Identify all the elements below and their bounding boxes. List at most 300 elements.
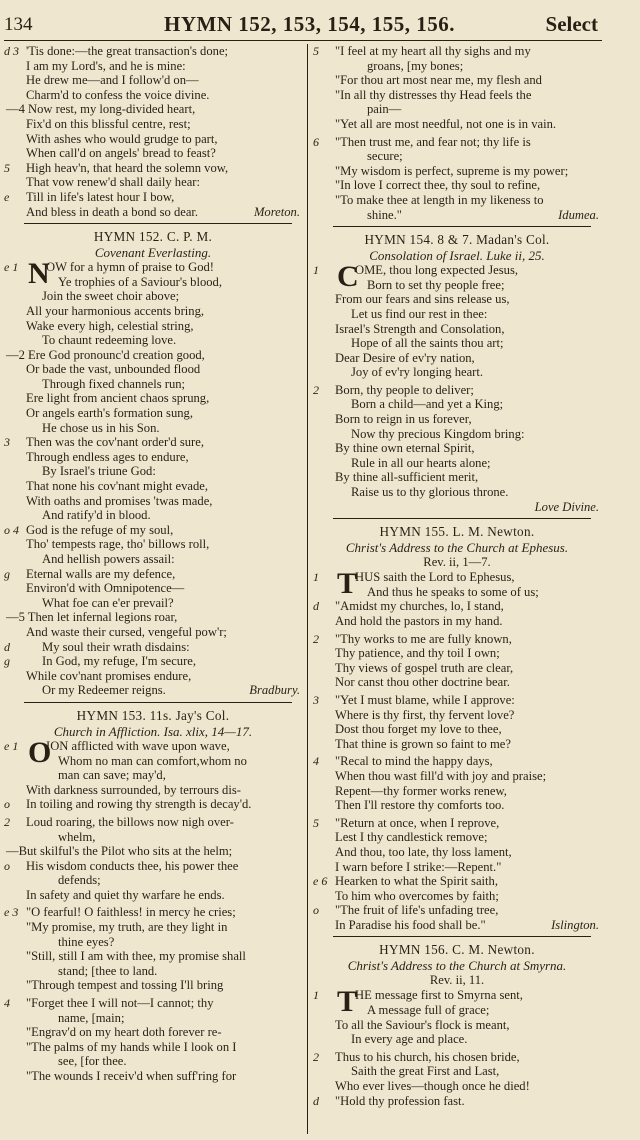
verse-line bbox=[4, 610, 302, 625]
verse-line bbox=[4, 304, 302, 319]
verse-line bbox=[313, 585, 601, 600]
verse-text: "Then trust me, and fear not; thy life is bbox=[335, 134, 531, 149]
verse-text: Joy of ev'ry longing heart. bbox=[351, 365, 484, 380]
dynamic-marking: 5 bbox=[4, 160, 10, 175]
verse-line bbox=[313, 860, 601, 875]
dynamic-marking: e bbox=[4, 189, 10, 204]
dynamic-marking: g bbox=[4, 566, 10, 581]
verse-text: By thine all-sufficient merit, bbox=[335, 470, 479, 485]
verse-line bbox=[4, 362, 302, 377]
verse-text: Loud roaring, the billows now nigh over- bbox=[26, 814, 234, 829]
verse-text: And thou, too late, thy loss lament, bbox=[335, 844, 512, 859]
header-title: HYMN 152, 153, 154, 155, 156. bbox=[164, 12, 455, 36]
verse-line bbox=[313, 675, 601, 690]
verse-line bbox=[4, 479, 302, 494]
tune-name: Idumea. bbox=[558, 207, 599, 222]
verse-line bbox=[4, 146, 302, 161]
scripture-reference: Rev. ii, 11. bbox=[429, 973, 485, 988]
verse-line bbox=[313, 88, 601, 103]
verse-text: That vow renew'd shall daily hear: bbox=[26, 175, 200, 190]
verse-line bbox=[4, 450, 302, 465]
verse-text: In God, my refuge, I'm secure, bbox=[42, 654, 197, 669]
verse-text: And thus he speaks to some of us; bbox=[367, 584, 539, 599]
hymn-subtitle: Church in Affliction. Isa. xlix, 14—17. bbox=[53, 723, 253, 739]
verse-line bbox=[4, 88, 302, 103]
verse-text: Or angels earth's formation sung, bbox=[26, 406, 193, 421]
verse-text: man can save; may'd, bbox=[58, 768, 166, 783]
verse-line bbox=[313, 441, 601, 456]
verse-text: By Israel's triune God: bbox=[42, 464, 156, 479]
verse-text: My soul their wrath disdains: bbox=[42, 639, 190, 654]
verse-text: In every age and place. bbox=[351, 1032, 468, 1047]
verse-text: I warn before I strike:—Repent." bbox=[335, 859, 502, 874]
verse-text: In Paradise his food shall be." bbox=[335, 917, 486, 932]
verse-text: Dost thou forget my love to thee, bbox=[335, 722, 502, 737]
verse-line bbox=[313, 874, 601, 889]
tune-name: Islington. bbox=[551, 917, 599, 932]
verse-line bbox=[4, 205, 302, 220]
verse-text: Charm'd to confess the voice divine. bbox=[26, 87, 210, 102]
verse-line bbox=[313, 470, 601, 485]
verse-text: And hellish powers assail: bbox=[42, 552, 175, 566]
verse-text: "To make thee at length in my likeness to bbox=[335, 192, 544, 207]
verse-text: Whom no man can comfort,whom no bbox=[58, 753, 247, 768]
hymn-heading: HYMN 152. C. P. M. bbox=[93, 229, 213, 245]
verse-text: Thus to his church, his chosen bride, bbox=[335, 1049, 520, 1064]
verse-text: —5 Then let infernal legions roar, bbox=[6, 610, 178, 625]
verse-line bbox=[313, 754, 601, 769]
verse-line bbox=[313, 500, 601, 515]
verse-text: "Still, still I am with thee, my promise shall bbox=[26, 949, 246, 964]
verse-text: Born to set thy people free; bbox=[367, 277, 505, 292]
dynamic-marking: 1 bbox=[313, 263, 319, 278]
verse-line bbox=[4, 978, 302, 993]
verse-text: groans, [my bones; bbox=[367, 58, 464, 73]
verse-line bbox=[313, 661, 601, 676]
verse-text: With ashes who would grudge to part, bbox=[26, 131, 218, 146]
verse-line bbox=[4, 391, 302, 406]
verse-text: see, [for thee. bbox=[58, 1054, 127, 1069]
verse-text: Born a child—and yet a King; bbox=[351, 397, 504, 412]
dynamic-marking: 6 bbox=[313, 134, 319, 149]
drop-capital: T bbox=[337, 985, 358, 1019]
verse-line bbox=[313, 816, 601, 831]
verse-line bbox=[313, 135, 601, 150]
dynamic-marking: e 1 bbox=[4, 260, 19, 275]
verse-line bbox=[4, 754, 302, 769]
verse-text: "Thy works to me are fully known, bbox=[335, 631, 512, 646]
verse-line bbox=[313, 889, 601, 904]
verse-line bbox=[4, 1040, 302, 1055]
verse-text: 'Tis done:—the great transaction's done; bbox=[26, 44, 229, 58]
verse-line bbox=[313, 1018, 601, 1033]
verse-text: To all the Saviour's flock is meant, bbox=[335, 1017, 510, 1032]
verse-text: "Forget thee I will not—I cannot; thy bbox=[26, 996, 214, 1011]
verse-line bbox=[313, 708, 601, 723]
verse-line bbox=[313, 292, 601, 307]
verse-line bbox=[4, 161, 302, 176]
verse-text: Where is thy first, thy fervent love? bbox=[335, 707, 515, 722]
dynamic-marking: d bbox=[4, 639, 10, 654]
verse-line bbox=[4, 581, 302, 596]
drop-capital: C bbox=[337, 260, 359, 294]
verse-line bbox=[4, 964, 302, 979]
verse-text: In toiling and rowing thy strength is decay'd. bbox=[26, 797, 252, 812]
verse-text: "Return at once, when I reprove, bbox=[335, 815, 500, 830]
verse-text: Saith the great First and Last, bbox=[351, 1064, 500, 1079]
verse-line bbox=[313, 918, 601, 933]
verse-text: "In all thy distresses thy Head feels the bbox=[335, 87, 532, 102]
verse-line bbox=[4, 920, 302, 935]
verse-line bbox=[313, 178, 601, 193]
verse-text: Through endless ages to endure, bbox=[26, 449, 189, 464]
verse-text: And hold the pastors in my hand. bbox=[335, 614, 503, 628]
verse-text: With darkness surrounded, by terrours dis- bbox=[26, 782, 241, 797]
dynamic-marking: 2 bbox=[4, 814, 10, 829]
dynamic-marking: 2 bbox=[313, 382, 319, 397]
verse-line bbox=[313, 1050, 601, 1065]
verse-line bbox=[4, 175, 302, 190]
verse-text: "The wounds I receiv'd when suff'ring for bbox=[26, 1069, 237, 1083]
verse-line bbox=[313, 1079, 601, 1094]
verse-text: That thine is grown so faint to me? bbox=[335, 736, 511, 751]
verse-text: He drew me—and I follow'd on— bbox=[26, 73, 199, 88]
verse-text: HUS saith the Lord to Ephesus, bbox=[355, 570, 515, 585]
verse-text: "Yet I must blame, while I approve: bbox=[335, 692, 515, 707]
verse-text: Nor canst thou other doctrine bear. bbox=[335, 675, 510, 690]
verse-line bbox=[4, 117, 302, 132]
verse-text: "Hold thy profession fast. bbox=[335, 1093, 465, 1108]
verse-text: Now thy precious Kingdom bring: bbox=[351, 426, 525, 441]
page-number: 134 bbox=[4, 14, 33, 35]
verse-text: Eternal walls are my defence, bbox=[26, 566, 176, 581]
verse-line bbox=[4, 625, 302, 640]
verse-line bbox=[4, 537, 302, 552]
verse-line bbox=[4, 669, 302, 684]
verse-text: By thine own eternal Spirit, bbox=[335, 441, 475, 456]
verse-line bbox=[313, 784, 601, 799]
hymn-separator bbox=[313, 514, 601, 523]
verse-text: From our fears and sins release us, bbox=[335, 292, 510, 307]
verse-text: "Recal to mind the happy days, bbox=[335, 754, 493, 769]
verse-text: pain— bbox=[367, 102, 402, 117]
verse-line bbox=[4, 996, 302, 1011]
verse-line bbox=[4, 815, 302, 830]
verse-text: Let us find our rest in thee: bbox=[351, 306, 488, 321]
verse-text: Then was the cov'nant order'd sure, bbox=[26, 435, 204, 450]
verse-text: A message full of grace; bbox=[367, 1003, 490, 1018]
verse-line bbox=[4, 464, 302, 479]
hymn-heading: HYMN 153. 11s. Jay's Col. bbox=[76, 707, 230, 723]
verse-line bbox=[4, 333, 302, 348]
dynamic-marking: 3 bbox=[4, 435, 10, 450]
verse-text: He chose us in his Son. bbox=[42, 420, 160, 435]
verse-text: whelm, bbox=[58, 829, 96, 844]
verse-line bbox=[4, 275, 302, 290]
verse-text: Or bade the vast, unbounded flood bbox=[26, 362, 201, 377]
verse-line bbox=[4, 377, 302, 392]
verse-line bbox=[4, 949, 302, 964]
verse-line bbox=[313, 117, 601, 132]
verse-text: "Engrav'd on my heart doth forever re- bbox=[26, 1025, 222, 1040]
verse-text: Ere light from ancient chaos sprung, bbox=[26, 391, 210, 406]
verse-text: To him who overcomes by faith; bbox=[335, 888, 499, 903]
verse-text: Who ever lives—though once he died! bbox=[335, 1079, 530, 1094]
verse-line bbox=[4, 1025, 302, 1040]
verse-line bbox=[313, 44, 601, 59]
verse-line bbox=[313, 798, 601, 813]
verse-line bbox=[4, 1011, 302, 1026]
verse-line bbox=[313, 693, 601, 708]
verse-text: Till in life's latest hour I bow, bbox=[26, 189, 175, 204]
verse-text: OW for a hymn of praise to God! bbox=[46, 260, 214, 275]
verse-line bbox=[313, 632, 601, 647]
verse-text: name, [main; bbox=[58, 1010, 125, 1025]
verse-text: —4 Now rest, my long-divided heart, bbox=[6, 102, 196, 117]
verse-line bbox=[4, 44, 302, 59]
verse-line bbox=[313, 383, 601, 398]
verse-text: Environ'd with Omnipotence— bbox=[26, 581, 185, 596]
dynamic-marking: d bbox=[313, 599, 319, 614]
verse-line bbox=[313, 164, 601, 179]
verse-line bbox=[4, 797, 302, 812]
verse-line bbox=[4, 406, 302, 421]
verse-text: And ratify'd in blood. bbox=[42, 508, 151, 523]
verse-text: Rule in all our hearts alone; bbox=[351, 455, 491, 470]
verse-line bbox=[4, 683, 302, 698]
verse-line bbox=[4, 132, 302, 147]
verse-text: And bless in death a bond so dear. bbox=[26, 204, 199, 219]
hymn-separator bbox=[313, 222, 601, 231]
verse-text: OME, thou long expected Jesus, bbox=[355, 263, 518, 278]
dynamic-marking: o bbox=[4, 858, 10, 873]
hymn-separator bbox=[4, 698, 302, 707]
verse-line bbox=[313, 485, 601, 500]
dynamic-marking: e 3 bbox=[4, 905, 19, 920]
verse-line bbox=[4, 1069, 302, 1084]
tune-name: Moreton. bbox=[253, 204, 300, 219]
hymn-subtitle: Covenant Everlasting. bbox=[94, 245, 212, 261]
verse-text: God is the refuge of my soul, bbox=[26, 522, 174, 537]
dynamic-marking: o bbox=[4, 797, 10, 812]
verse-line bbox=[313, 412, 601, 427]
dynamic-marking: g bbox=[4, 654, 10, 669]
verse-line bbox=[4, 935, 302, 950]
verse-line bbox=[4, 1054, 302, 1069]
verse-text: "For thou art most near me, my flesh and bbox=[335, 73, 542, 88]
verse-text: When thou wast fill'd with joy and praise; bbox=[335, 768, 547, 783]
dynamic-marking: o 4 bbox=[4, 522, 19, 537]
verse-line bbox=[313, 769, 601, 784]
drop-capital: N bbox=[28, 257, 50, 291]
dynamic-marking: 5 bbox=[313, 44, 319, 58]
verse-text: Born to reign in us forever, bbox=[335, 412, 472, 427]
verse-line bbox=[313, 193, 601, 208]
dynamic-marking: e 6 bbox=[313, 874, 328, 889]
hymn-heading: HYMN 154. 8 & 7. Madan's Col. bbox=[364, 232, 550, 248]
verse-text: Lest I thy candlestick remove; bbox=[335, 830, 488, 845]
verse-text: secure; bbox=[367, 149, 403, 164]
hymn-subtitle: Christ's Address to the Church at Smyrna. bbox=[347, 958, 567, 974]
verse-line bbox=[4, 102, 302, 117]
verse-line bbox=[313, 149, 601, 164]
verse-line bbox=[4, 289, 302, 304]
verse-text: defends; bbox=[58, 873, 101, 888]
verse-line bbox=[313, 646, 601, 661]
verse-text: Repent—thy former works renew, bbox=[335, 783, 507, 798]
hymn-subtitle: Christ's Address to the Church at Ephesus. bbox=[345, 540, 569, 556]
verse-line bbox=[313, 397, 601, 412]
verse-text: Born, thy people to deliver; bbox=[335, 382, 474, 397]
verse-text: Or my Redeemer reigns. bbox=[42, 683, 166, 698]
verse-line bbox=[313, 59, 601, 74]
verse-text: "O fearful! O faithless! in mercy he cries; bbox=[26, 905, 236, 920]
hymn-heading: HYMN 155. L. M. Newton. bbox=[379, 524, 535, 540]
verse-line bbox=[313, 614, 601, 629]
verse-line bbox=[313, 599, 601, 614]
verse-line bbox=[313, 737, 601, 752]
verse-text: When call'd on angels' bread to feast? bbox=[26, 146, 216, 161]
verse-line bbox=[4, 844, 302, 859]
drop-capital: O bbox=[28, 735, 52, 769]
verse-text: While cov'nant promises endure, bbox=[26, 668, 192, 683]
section-title: Select bbox=[545, 12, 598, 36]
verse-line bbox=[4, 552, 302, 567]
verse-line bbox=[313, 1094, 601, 1109]
verse-line bbox=[313, 830, 601, 845]
verse-line bbox=[4, 905, 302, 920]
dynamic-marking: d bbox=[313, 1093, 319, 1108]
verse-text: That none his cov'nant might evade, bbox=[26, 479, 209, 494]
verse-text: His wisdom conducts thee, his power thee bbox=[26, 858, 239, 873]
verse-text: Raise us to thy glorious throne. bbox=[351, 485, 509, 500]
verse-text: Then I'll restore thy comforts too. bbox=[335, 798, 505, 813]
verse-line bbox=[313, 1032, 601, 1047]
running-header bbox=[4, 14, 598, 38]
verse-line bbox=[313, 278, 601, 293]
scripture-reference: Rev. ii, 1—7. bbox=[423, 555, 491, 570]
verse-line bbox=[313, 102, 601, 117]
verse-line bbox=[4, 59, 302, 74]
verse-text: "My promise, my truth, are they light in bbox=[26, 920, 228, 935]
verse-line bbox=[4, 494, 302, 509]
header-rule bbox=[4, 40, 602, 41]
verse-text: With oaths and promises 'twas made, bbox=[26, 493, 213, 508]
verse-line bbox=[313, 456, 601, 471]
verse-text: "Amidst my churches, lo, I stand, bbox=[335, 599, 504, 614]
verse-line bbox=[313, 322, 601, 337]
verse-text: Dear Desire of ev'ry nation, bbox=[335, 350, 475, 365]
verse-line bbox=[313, 903, 601, 918]
verse-text: "The fruit of life's unfading tree, bbox=[335, 903, 499, 918]
dynamic-marking: 4 bbox=[4, 996, 10, 1011]
dynamic-marking: 5 bbox=[313, 815, 319, 830]
verse-text: "Through tempest and tossing I'll bring bbox=[26, 978, 224, 993]
verse-text: stand; [thee to land. bbox=[58, 963, 158, 978]
verse-line bbox=[313, 1064, 601, 1079]
verse-line bbox=[4, 596, 302, 611]
hymn-heading: HYMN 156. C. M. Newton. bbox=[379, 942, 535, 958]
verse-text: What foe can e'er prevail? bbox=[42, 595, 174, 610]
verse-text: —But skilful's the Pilot who sits at the helm; bbox=[6, 844, 233, 859]
verse-text: Hearken to what the Spirit saith, bbox=[335, 874, 498, 889]
verse-line bbox=[313, 307, 601, 322]
verse-line bbox=[4, 421, 302, 436]
verse-text: Hope of all the saints thou art; bbox=[351, 336, 504, 351]
dynamic-marking: 4 bbox=[313, 754, 319, 769]
verse-line bbox=[313, 1003, 601, 1018]
dynamic-marking: 2 bbox=[313, 631, 319, 646]
verse-text: I am my Lord's, and he is mine: bbox=[26, 58, 186, 73]
verse-line bbox=[4, 348, 302, 363]
verse-line bbox=[313, 336, 601, 351]
verse-text: In safety and quiet thy warfare he ends. bbox=[26, 887, 225, 902]
dynamic-marking: o bbox=[313, 903, 319, 918]
verse-line bbox=[4, 859, 302, 874]
verse-line bbox=[4, 640, 302, 655]
verse-text: And waste their cursed, vengeful pow'r; bbox=[26, 624, 227, 639]
verse-line bbox=[4, 435, 302, 450]
verse-text: Thy patience, and thy toil I own; bbox=[335, 646, 500, 661]
verse-text: ION afflicted with wave upon wave, bbox=[46, 738, 230, 753]
verse-line bbox=[4, 654, 302, 669]
verse-text: Ye trophies of a Saviour's blood, bbox=[58, 274, 223, 289]
verse-text: Israel's Strength and Consolation, bbox=[335, 321, 505, 336]
dynamic-marking: d 3 bbox=[4, 44, 19, 58]
verse-line bbox=[4, 768, 302, 783]
verse-text: To chaunt redeeming love. bbox=[42, 333, 177, 348]
verse-text: Through fixed channels run; bbox=[42, 376, 186, 391]
tune-name: Bradbury. bbox=[249, 683, 300, 698]
right-column bbox=[313, 44, 601, 1108]
drop-capital: T bbox=[337, 567, 358, 601]
verse-line bbox=[313, 427, 601, 442]
verse-text: —2 Ere God pronounc'd creation good, bbox=[6, 347, 205, 362]
hymn-separator bbox=[4, 219, 302, 228]
dynamic-marking: e 1 bbox=[4, 738, 19, 753]
verse-text: All your harmonious accents bring, bbox=[26, 303, 205, 318]
verse-text: "The palms of my hands while I look on I bbox=[26, 1039, 237, 1054]
verse-line bbox=[4, 783, 302, 798]
dynamic-marking: 2 bbox=[313, 1049, 319, 1064]
tune-name: Love Divine. bbox=[534, 499, 599, 514]
verse-text: High heav'n, that heard the solemn vow, bbox=[26, 160, 229, 175]
verse-line bbox=[313, 722, 601, 737]
verse-text: "I feel at my heart all thy sighs and my bbox=[335, 44, 531, 58]
dynamic-marking: 1 bbox=[313, 570, 319, 585]
verse-line bbox=[4, 830, 302, 845]
verse-line bbox=[4, 873, 302, 888]
verse-line bbox=[313, 845, 601, 860]
verse-text: thine eyes? bbox=[58, 934, 115, 949]
verse-text: Wake every high, celestial string, bbox=[26, 318, 194, 333]
hymn-separator bbox=[313, 932, 601, 941]
left-column bbox=[4, 44, 302, 1084]
verse-text: "Yet all are most needful, not one is in vain. bbox=[335, 116, 557, 131]
verse-text: HE message first to Smyrna sent, bbox=[355, 988, 523, 1003]
column-divider bbox=[307, 44, 308, 1134]
verse-line bbox=[313, 73, 601, 88]
dynamic-marking: 1 bbox=[313, 988, 319, 1003]
verse-text: shine." bbox=[367, 207, 402, 222]
verse-line bbox=[4, 567, 302, 582]
verse-line bbox=[313, 208, 601, 223]
verse-text: "My wisdom is perfect, supreme is my power; bbox=[335, 163, 569, 178]
verse-text: Join the sweet choir above; bbox=[42, 289, 180, 304]
verse-line bbox=[4, 508, 302, 523]
verse-text: "In love I correct thee, thy soul to refine, bbox=[335, 178, 541, 193]
verse-line bbox=[4, 523, 302, 538]
